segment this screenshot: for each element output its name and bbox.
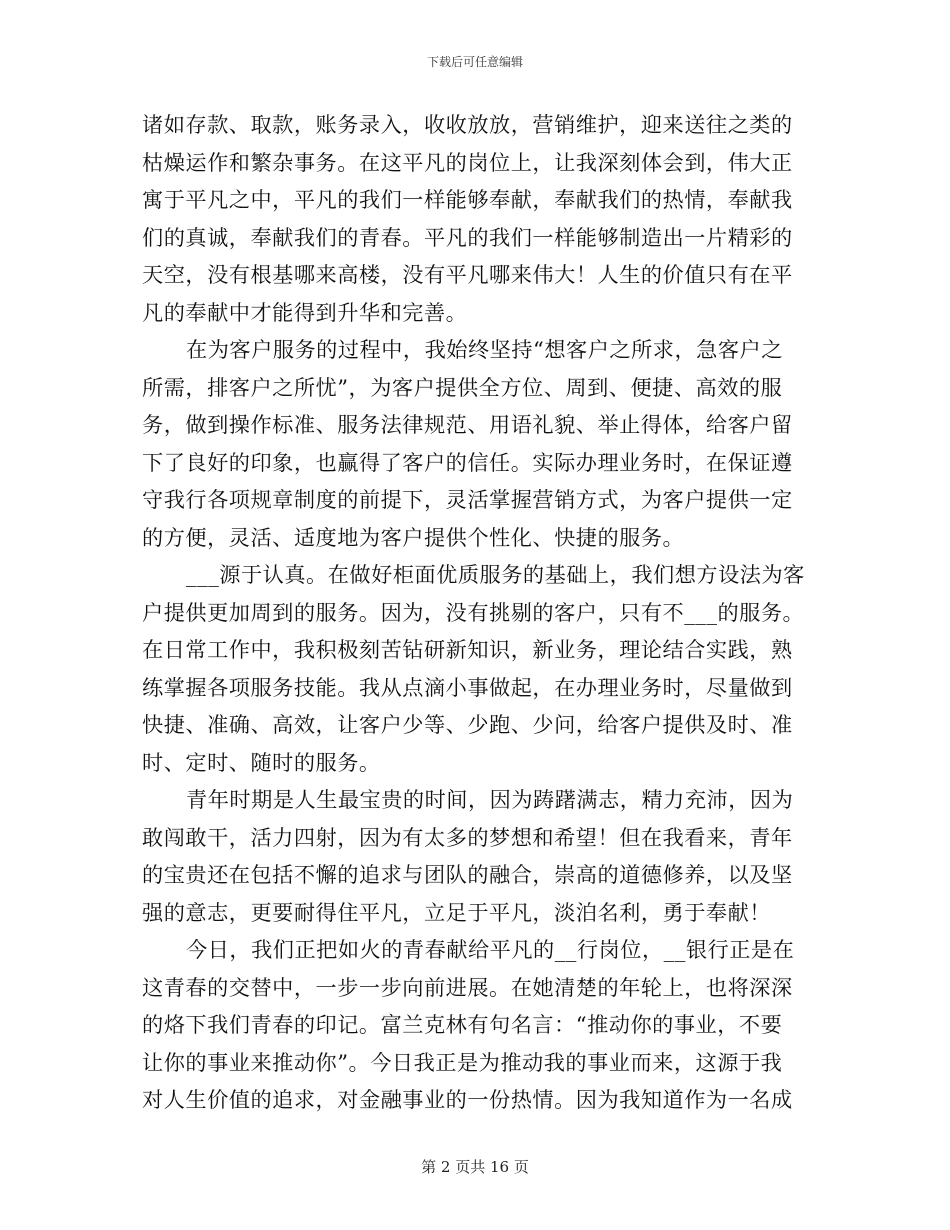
- paragraph-5: [142, 931, 794, 1119]
- text-line: 们的真诚，奉献我们的青春。平凡的我们一样能够制造出一片精彩的: [142, 224, 793, 250]
- text-line: 所需，排客户之所忧”，为客户提供全方位、周到、便捷、高效的服: [142, 374, 783, 400]
- text-line: 的方便，灵活、适度地为客户提供个性化、快捷的服务。: [142, 524, 685, 550]
- text-line: 敢闯敢干，活力四射，因为有太多的梦想和希望！但在我看来，青年: [142, 824, 793, 850]
- text-line: 青年时期是人生最宝贵的时间，因为踌躇满志，精力充沛，因为: [186, 787, 794, 812]
- paragraph-4: [142, 781, 794, 931]
- text-line: 下了良好的印象，也赢得了客户的信任。实际办理业务时，在保证遵: [142, 449, 793, 475]
- text-line: 在日常工作中，我积极刻苦钻研新知识，新业务，理论结合实践，熟: [142, 637, 793, 662]
- text-line: 凡的奉献中才能得到升华和完善。: [142, 299, 468, 325]
- paragraph-3: [142, 556, 805, 781]
- text-line: 练掌握各项服务技能。我从点滴小事做起，在办理业务时，尽量做到: [142, 674, 793, 700]
- text-line: 强的意志，更要耐得住平凡，立足于平凡，淡泊名利，勇于奉献！: [142, 899, 771, 925]
- paragraph-1: [142, 106, 794, 331]
- page-footer: 第 2 页共 16 页: [421, 1158, 529, 1176]
- text-line: 的烙下我们青春的印记。富兰克林有句名言：“推动你的事业，不要: [142, 1012, 783, 1037]
- text-line: 户提供更加周到的服务。因为，没有挑剔的客户，只有不___的服务。: [142, 599, 805, 625]
- text-line: 时、定时、随时的服务。: [142, 749, 381, 775]
- text-line: 这青春的交替中，一步一步向前进展。在她清楚的年轮上，也将深深: [142, 974, 793, 1000]
- text-line: 天空，没有根基哪来高楼，没有平凡哪来伟大！人生的价值只有在平: [142, 262, 793, 287]
- text-line: 对人生价值的追求，对金融事业的一份热情。因为我知道作为一名成: [142, 1087, 793, 1112]
- text-line: 务，做到操作标准、服务法律规范、用语礼貌、举止得体，给客户留: [142, 412, 793, 437]
- text-line: 的宝贵还在包括不懈的追求与团队的融合，崇高的道德修养，以及坚: [142, 862, 793, 887]
- page-header: 下载后可任意编辑: [426, 55, 523, 69]
- text-line: 枯燥运作和繁杂事务。在这平凡的岗位上，让我深刻体会到，伟大正: [142, 149, 793, 175]
- text-line: 守我行各项规章制度的前提下，灵活掌握营销方式，为客户提供一定: [142, 487, 793, 512]
- document-body: [142, 106, 805, 1119]
- text-line: 让你的事业来推动你”。今日我正是为推动我的事业而来，这源于我: [142, 1049, 783, 1075]
- text-line: 寓于平凡之中，平凡的我们一样能够奉献，奉献我们的热情，奉献我: [142, 187, 793, 212]
- text-line: ___源于认真。在做好柜面优质服务的基础上，我们想方设法为客: [186, 562, 805, 587]
- text-line: 快捷、准确、高效，让客户少等、少跑、少问，给客户提供及时、准: [142, 712, 793, 737]
- text-line: 诸如存款、取款，账务录入，收收放放，营销维护，迎来送往之类的: [142, 112, 793, 137]
- text-line: 今日，我们正把如火的青春献给平凡的__行岗位，__银行正是在: [186, 937, 795, 962]
- paragraph-2: [142, 331, 794, 556]
- text-line: 在为客户服务的过程中，我始终坚持“想客户之所求，急客户之: [186, 337, 783, 362]
